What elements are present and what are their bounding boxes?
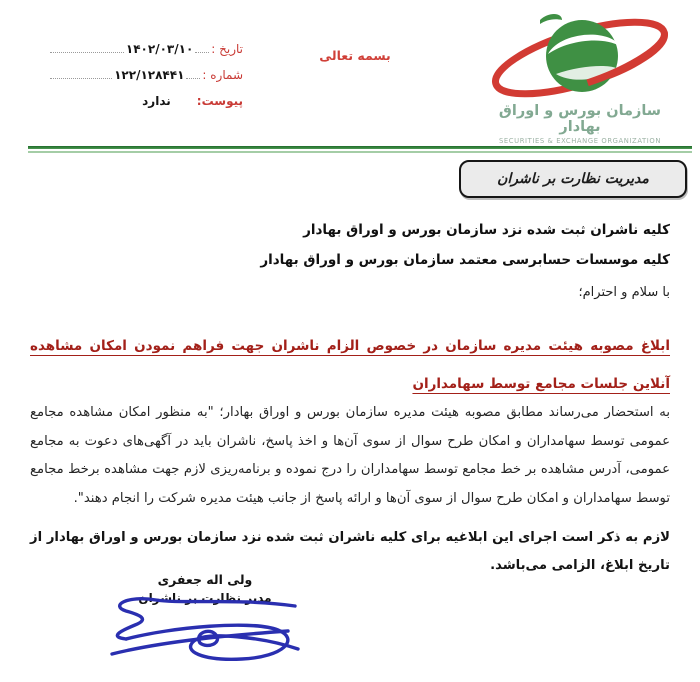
header-rule	[28, 146, 692, 153]
dotted-leader	[195, 52, 209, 53]
number-field	[48, 68, 243, 82]
recipient-line: کلیه موسسات حسابرسی معتمد سازمان بورس و اوراق بهادار	[260, 252, 670, 268]
recipient-line: کلیه ناشران ثبت شده نزد سازمان بورس و اوراق بهادار	[303, 222, 670, 238]
letter-meta	[48, 42, 243, 120]
attachment-label: پیوست:	[196, 94, 243, 108]
date-field	[48, 42, 243, 56]
org-name-farsi: سازمان بورس و اوراق بهادار	[498, 103, 662, 135]
subject-title: ابلاغ مصوبه هیئت مدیره سازمان در خصوص الزام ناشران جهت فراهم نمودن امکان مشاهده آنلاین جلسات مجامع توسط سهامداران	[30, 338, 670, 392]
recipients-section	[30, 215, 670, 308]
number-label: شماره :	[202, 68, 243, 82]
date-label: تاریخ :	[211, 42, 243, 56]
number-value: ۱۲۲/۱۲۸۴۴۱	[114, 68, 185, 82]
signer-name: ولی اله جعفری	[157, 572, 253, 587]
date-value: ۱۴۰۲/۰۳/۱۰	[125, 42, 194, 56]
body-paragraph: به استحضار می‌رساند مطابق مصوبه هیئت مدیره سازمان بورس و اوراق بهادار؛ "به منظور امکان مشاهده مجامع عمومی توسط سهامداران و امکان طرح سوال از سوی آن‌ها و اخذ پاسخ، ناشران باید در آگهی‌های دعوت به مجامع عمومی، آدرس مشاهده بر خط مجامع توسط سهامداران را درج نموده و برنامه‌ریزی لازم جهت مشاهده برخط مجامع توسط سهامداران و امکان طرح سوال از سوی آن‌ها و ارائه پاسخ از جانب هیئت مدیره شرکت را انجام دهند".	[30, 405, 670, 506]
department-box: مدیریت نظارت بر ناشران	[459, 160, 687, 198]
signer-title: مدیر نظارت بر ناشران	[138, 591, 272, 605]
org-logo	[476, 8, 684, 145]
dotted-leader	[50, 78, 112, 79]
bismillah-text: بسمه تعالی	[319, 48, 391, 63]
globe-orbit-icon	[482, 8, 678, 102]
signature-block	[90, 570, 320, 608]
dotted-leader	[186, 78, 200, 79]
attachment-value: ندارد	[142, 94, 171, 108]
org-name-english: SECURITIES & EXCHANGE ORGANIZATION	[498, 137, 662, 145]
greeting-text: با سلام و احترام؛	[578, 285, 670, 300]
dotted-leader	[50, 52, 124, 53]
closing-paragraph: لازم به ذکر است اجرای این ابلاغیه برای کلیه ناشران ثبت شده نزد سازمان بورس و اوراق بهادار از تاریخ ابلاغ، الزامی می‌باشد.	[30, 530, 670, 573]
attachment-field	[48, 94, 243, 108]
